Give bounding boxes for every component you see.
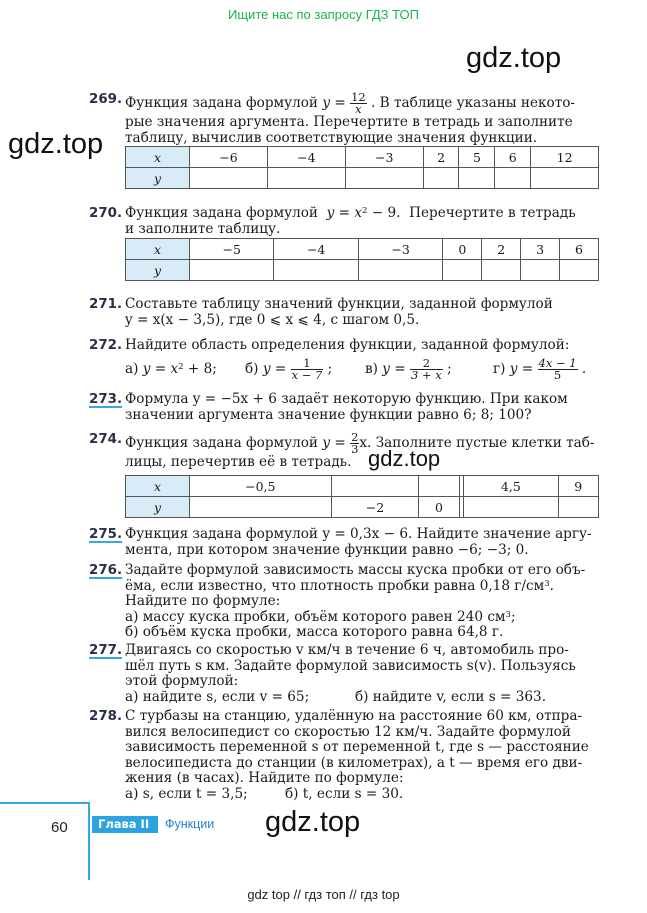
problem-text-line: С турбазы на станцию, удалённую на расстояние 60 км, отпра- bbox=[125, 708, 583, 724]
problem-text-line bbox=[125, 787, 601, 803]
fraction: $\frac{2}{3}$ bbox=[351, 430, 359, 456]
problem-text-line: таблицу, вычислив соответствующие значения функции. bbox=[125, 129, 538, 146]
problem-number: 270. bbox=[89, 206, 123, 221]
table-cell bbox=[459, 168, 495, 189]
option-a: а) $y = x^2 + 8$; bbox=[125, 361, 217, 377]
table-row bbox=[126, 260, 599, 281]
problem-text-line: ёма, если известно, что плотность пробки равна 0,18 $г/см^3$. bbox=[125, 577, 554, 594]
table-cell bbox=[358, 260, 442, 281]
table-cell bbox=[190, 260, 274, 281]
problem-number: 271. bbox=[89, 297, 123, 312]
option-b: б) t, если s = 30. bbox=[285, 785, 404, 802]
problem-text-line: Формула y = −5x + 6 задаёт некоторую функцию. При каком bbox=[125, 391, 568, 407]
table-cell bbox=[482, 260, 521, 281]
table-cell bbox=[190, 168, 268, 189]
bottom-banner: gdz top // гдз топ // гдз top bbox=[247, 887, 400, 902]
problem-number: 276. bbox=[89, 563, 123, 578]
watermark: gdz.top bbox=[466, 42, 562, 74]
top-banner: Ищите нас по запросу ГДЗ ТОП bbox=[228, 7, 419, 22]
problem-text-line: Найдите область определения функции, заданной формулой: bbox=[125, 337, 570, 353]
table-cell: 3 bbox=[521, 239, 560, 260]
problem-text-line: значении аргумента значение функции равно 6; 8; 100? bbox=[125, 406, 532, 423]
table-cell: 4,5 bbox=[464, 476, 558, 497]
problem-number: 277. bbox=[89, 643, 123, 658]
page-number: 60 bbox=[51, 819, 68, 836]
table-header-x: x bbox=[126, 476, 190, 497]
table-cell: −6 bbox=[190, 147, 268, 168]
chapter-divider bbox=[0, 802, 88, 804]
problem-text-line: мента, при котором значение функции равно −6; −3; 0. bbox=[125, 541, 529, 558]
problem-number: 275. bbox=[89, 527, 123, 542]
table-cell bbox=[345, 168, 423, 189]
table-cell bbox=[464, 497, 558, 518]
problem-272-options bbox=[89, 358, 601, 392]
fraction: $\frac{12}{x}$ bbox=[351, 90, 366, 116]
problem-number: 272. bbox=[89, 338, 123, 353]
problem-text-line: шёл путь s км. Задайте формулой зависимость s(v). Пользуясь bbox=[125, 657, 576, 674]
table-header-x: x bbox=[126, 239, 190, 260]
problem-text-line: Найдите по формуле: bbox=[125, 593, 281, 609]
option-a: а) s, если t = 3,5; bbox=[125, 785, 248, 802]
table-cell: −2 bbox=[331, 497, 419, 518]
table-header-y: y bbox=[126, 497, 190, 518]
watermark: gdz.top bbox=[368, 446, 441, 471]
table-cell bbox=[419, 476, 459, 497]
option-b: б) y = $\frac{1}{x - 7}$ ; bbox=[245, 356, 333, 382]
table-cell bbox=[274, 260, 358, 281]
table-cell bbox=[560, 260, 599, 281]
table-cell: −4 bbox=[267, 147, 345, 168]
problem-text-line: рые значения аргумента. Перечертите в тетрадь и заполните bbox=[125, 114, 573, 130]
problem-text-line: Двигаясь со скоростью v км/ч в течение 6 ч, автомобиль про- bbox=[125, 642, 569, 658]
table-cell: 0 bbox=[419, 497, 459, 518]
problem-number: 278. bbox=[89, 709, 123, 724]
table-cell: −0,5 bbox=[190, 476, 332, 497]
table-header-y: y bbox=[126, 168, 190, 189]
table-cell bbox=[531, 168, 599, 189]
table-cell bbox=[190, 497, 332, 518]
problem-number: 274. bbox=[89, 432, 123, 447]
watermark: gdz.top bbox=[265, 806, 361, 838]
table-cell: 2 bbox=[423, 147, 459, 168]
value-table-269 bbox=[125, 146, 599, 189]
problem-text-line: Функция задана формулой $y = x^2 - 9$. Перечертите в тетрадь bbox=[125, 205, 576, 221]
table-cell: 6 bbox=[495, 147, 531, 168]
problem-text-line: Функция задана формулой y = $\frac{2}{3}$ x. Заполните пустые клетки таб- bbox=[125, 430, 595, 456]
table-cell bbox=[331, 476, 419, 497]
problem-text-line: б) объём куска пробки, масса которого равна 64,8 г. bbox=[125, 624, 504, 640]
problem-text-line: Задайте формулой зависимость массы куска пробки от его объ- bbox=[125, 562, 586, 578]
problem-text-line: вился велосипедист со скоростью 12 км/ч. Задайте формулой bbox=[125, 723, 571, 740]
table-cell: −4 bbox=[274, 239, 358, 260]
problem-text-line: этой формулой: bbox=[125, 673, 239, 689]
table-row bbox=[126, 476, 599, 497]
problem-text-line: жения (в часах). Найдите по формуле: bbox=[125, 770, 404, 786]
problem-text-line: лицы, перечертив её в тетрадь. bbox=[125, 454, 352, 470]
table-cell bbox=[267, 168, 345, 189]
table-cell bbox=[443, 260, 482, 281]
option-b: б) найдите v, если s = 363. bbox=[355, 688, 547, 705]
value-table-274 bbox=[125, 475, 599, 518]
problem-number: 269. bbox=[89, 92, 123, 107]
option-v: в) y = $\frac{2}{3 + x}$ ; bbox=[365, 356, 452, 382]
table-cell bbox=[521, 260, 560, 281]
table-header-y: y bbox=[126, 260, 190, 281]
problem-text-line bbox=[125, 690, 601, 706]
table-cell: 12 bbox=[531, 147, 599, 168]
option-a: а) найдите s, если v = 65; bbox=[125, 688, 310, 705]
problem-text-line: y = x(x − 3,5), где 0 ⩽ x ⩽ 4, с шагом 0,5. bbox=[125, 311, 420, 328]
table-cell: 6 bbox=[560, 239, 599, 260]
table-row bbox=[126, 239, 599, 260]
problem-text-line: и заполните таблицу. bbox=[125, 220, 281, 237]
table-cell: 0 bbox=[443, 239, 482, 260]
table-cell: 9 bbox=[558, 476, 598, 497]
chapter-title: Функции bbox=[165, 817, 215, 831]
problem-text-line: Составьте таблицу значений функции, заданной формулой bbox=[125, 296, 553, 312]
table-row bbox=[126, 168, 599, 189]
table-cell bbox=[495, 168, 531, 189]
table-header-x: x bbox=[126, 147, 190, 168]
problem-text-line: Функция задана формулой y = $\frac{12}{x}$ . В таблице указаны некото- bbox=[125, 90, 575, 116]
chapter-badge: Глава II bbox=[92, 816, 158, 833]
chapter-divider-vertical bbox=[88, 802, 90, 880]
table-cell bbox=[423, 168, 459, 189]
problem-number: 273. bbox=[89, 392, 123, 407]
problem-text-line: зависимость переменной s от переменной t, где s — расстояние bbox=[125, 739, 589, 755]
table-cell: −3 bbox=[345, 147, 423, 168]
table-cell: 2 bbox=[482, 239, 521, 260]
table-cell: −5 bbox=[190, 239, 274, 260]
table-row bbox=[126, 147, 599, 168]
table-cell: −3 bbox=[358, 239, 442, 260]
table-cell bbox=[558, 497, 598, 518]
problem-text-line: велосипедиста до станции (в километрах), а t — время его дви- bbox=[125, 754, 583, 771]
problem-text-line: Функция задана формулой y = 0,3x − 6. Найдите значение аргу- bbox=[125, 526, 592, 542]
table-cell: 5 bbox=[459, 147, 495, 168]
watermark: gdz.top bbox=[8, 128, 104, 160]
value-table-270 bbox=[125, 238, 599, 281]
problem-text-line: а) массу куска пробки, объём которого равен 240 $см^3$; bbox=[125, 608, 516, 625]
table-row bbox=[126, 497, 599, 518]
option-g: г) y = $\frac{4x - 1}{5}$ . bbox=[493, 356, 587, 382]
